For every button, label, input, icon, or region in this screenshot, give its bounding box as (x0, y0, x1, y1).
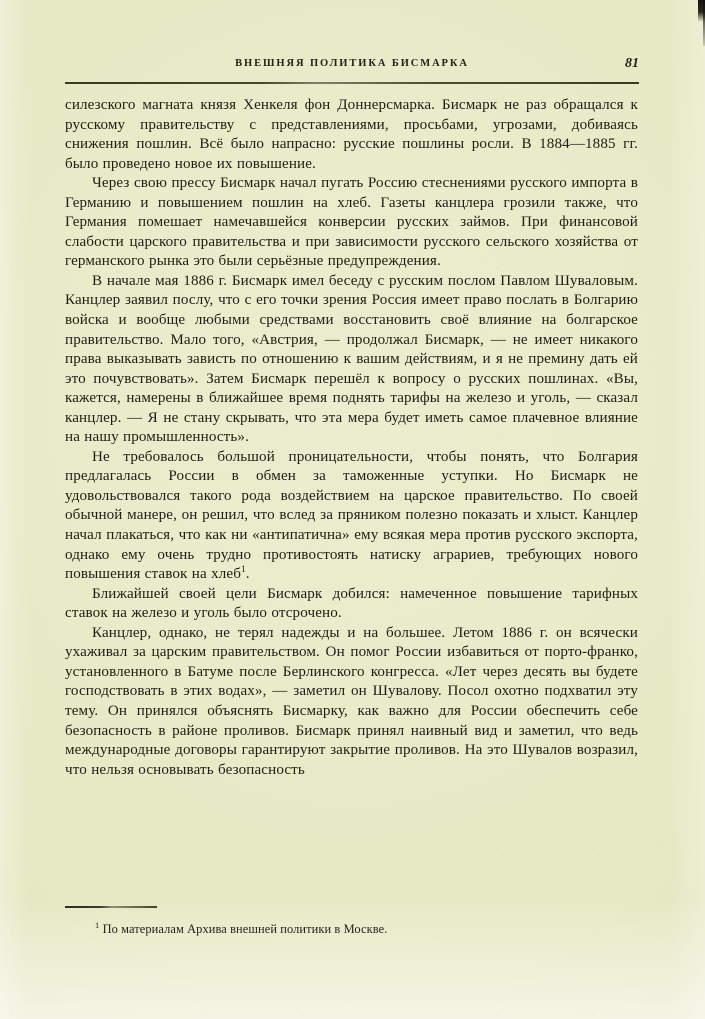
body-text-column (65, 96, 638, 780)
paragraph: Через свою прессу Бисмарк начал пугать Россию стеснениями русского импорта в Германию и повышением пошлин на хлеб. Газеты канцлера грозили также, что Германия помешает намечавшейся конверсии русских займов. При финансовой слабости царского правительства и при зависимости русского сельского хозяйства от германского рынка это были серьёзные предупреждения. (65, 175, 638, 270)
footnote-reference[interactable]: 1 (241, 565, 246, 576)
footnote-separator-rule (65, 906, 157, 908)
footnote-marker: 1 (95, 919, 100, 930)
paragraph-text: Не требовалось большой проницательности, чтобы понять, что Болгария предлагалась России в обмен за таможенные уступки. Но Бисмарк не удовольствовался такого рода воздействием на царское правительство. По своей обычной манере, он решил, что вслед за пряником полезно показать и хлыст. Канцлер начал плакаться, что как ни «антипатична» ему всякая мера против русского экспорта, однако ему очень трудно противостоять натиску аграриев, требующих нового повышения ставок на хлеб (65, 448, 638, 583)
paragraph: Ближайшей своей цели Бисмарк добился: намеченное повышение тарифных ставок на железо и уголь было отсрочено. (65, 585, 638, 622)
header-divider-rule (65, 82, 639, 84)
paragraph: В начале мая 1886 г. Бисмарк имел беседу с русским послом Павлом Шуваловым. Канцлер заявил послу, что с его точки зрения Россия имеет право послать в Болгарию войска и вообще любыми средствами восстановить своё влияние на болгарское правительство. Мало того, «Австрия, — продолжал Бисмарк, — не имеет никакого права выказывать зависть по отношению к вашим действиям, и я не премину дать ей это почувствовать». Затем Бисмарк перешёл к вопросу о русских пошлинах. «Вы, кажется, намерены в ближайшее время поднять тарифы на железо и уголь, — сказал канцлер. — Я не стану скрывать, что эта мера будет иметь самое плачевное влияние на нашу промышленность». (65, 272, 638, 446)
footnote-block (65, 906, 638, 937)
paragraph: Канцлер, однако, не терял надежды и на большее. Летом 1886 г. он всячески ухаживал за царским правительством. Он помог России избавиться от порто-франко, установленного в Батуме после Берлинского конгресса. «Лет через десять вы будете господствовать в этих водах», — заметил он Шувалову. Посол охотно подхватил эту тему. Он принялся объяснять Бисмарку, как важно для России обеспечить себе безопасность в районе проливов. Бисмарк принял наивный вид и заметил, что ведь международные договоры гарантируют закрытие проливов. На это Шувалов возразил, что нельзя основывать безопасность (65, 624, 638, 778)
footnote-body: По материалам Архива внешней политики в Москве. (102, 921, 388, 936)
page-number: 81 (625, 56, 639, 71)
paragraph: силезского магната князя Хенкеля фон Доннерсмарка. Бисмарк не раз обращался к русскому правительству с представлениями, просьбами, угрозами, добиваясь снижения пошлин. Всё было напрасно: русские пошлины росли. В 1884—1885 гг. было проведено новое их повышение. (65, 97, 638, 172)
running-head (65, 58, 639, 76)
running-head-title: ВНЕШНЯЯ ПОЛИТИКА БИСМАРКА (235, 58, 469, 69)
paragraph: Не требовалось большой проницательности, чтобы понять, что Болгария предлагалась России в обмен за таможенные уступки. Но Бисмарк не удовольствовался такого рода воздействием на царское правительство. По своей обычной манере, он решил, что вслед за пряником полезно показать и хлыст. Канцлер начал плакаться, что как ни «антипатична» ему всякая мера против русского экспорта, однако ему очень трудно противостоять натиску аграриев, требующих нового повышения ставок на хлеб$^1$. (65, 448, 638, 583)
footnote (65, 921, 638, 937)
